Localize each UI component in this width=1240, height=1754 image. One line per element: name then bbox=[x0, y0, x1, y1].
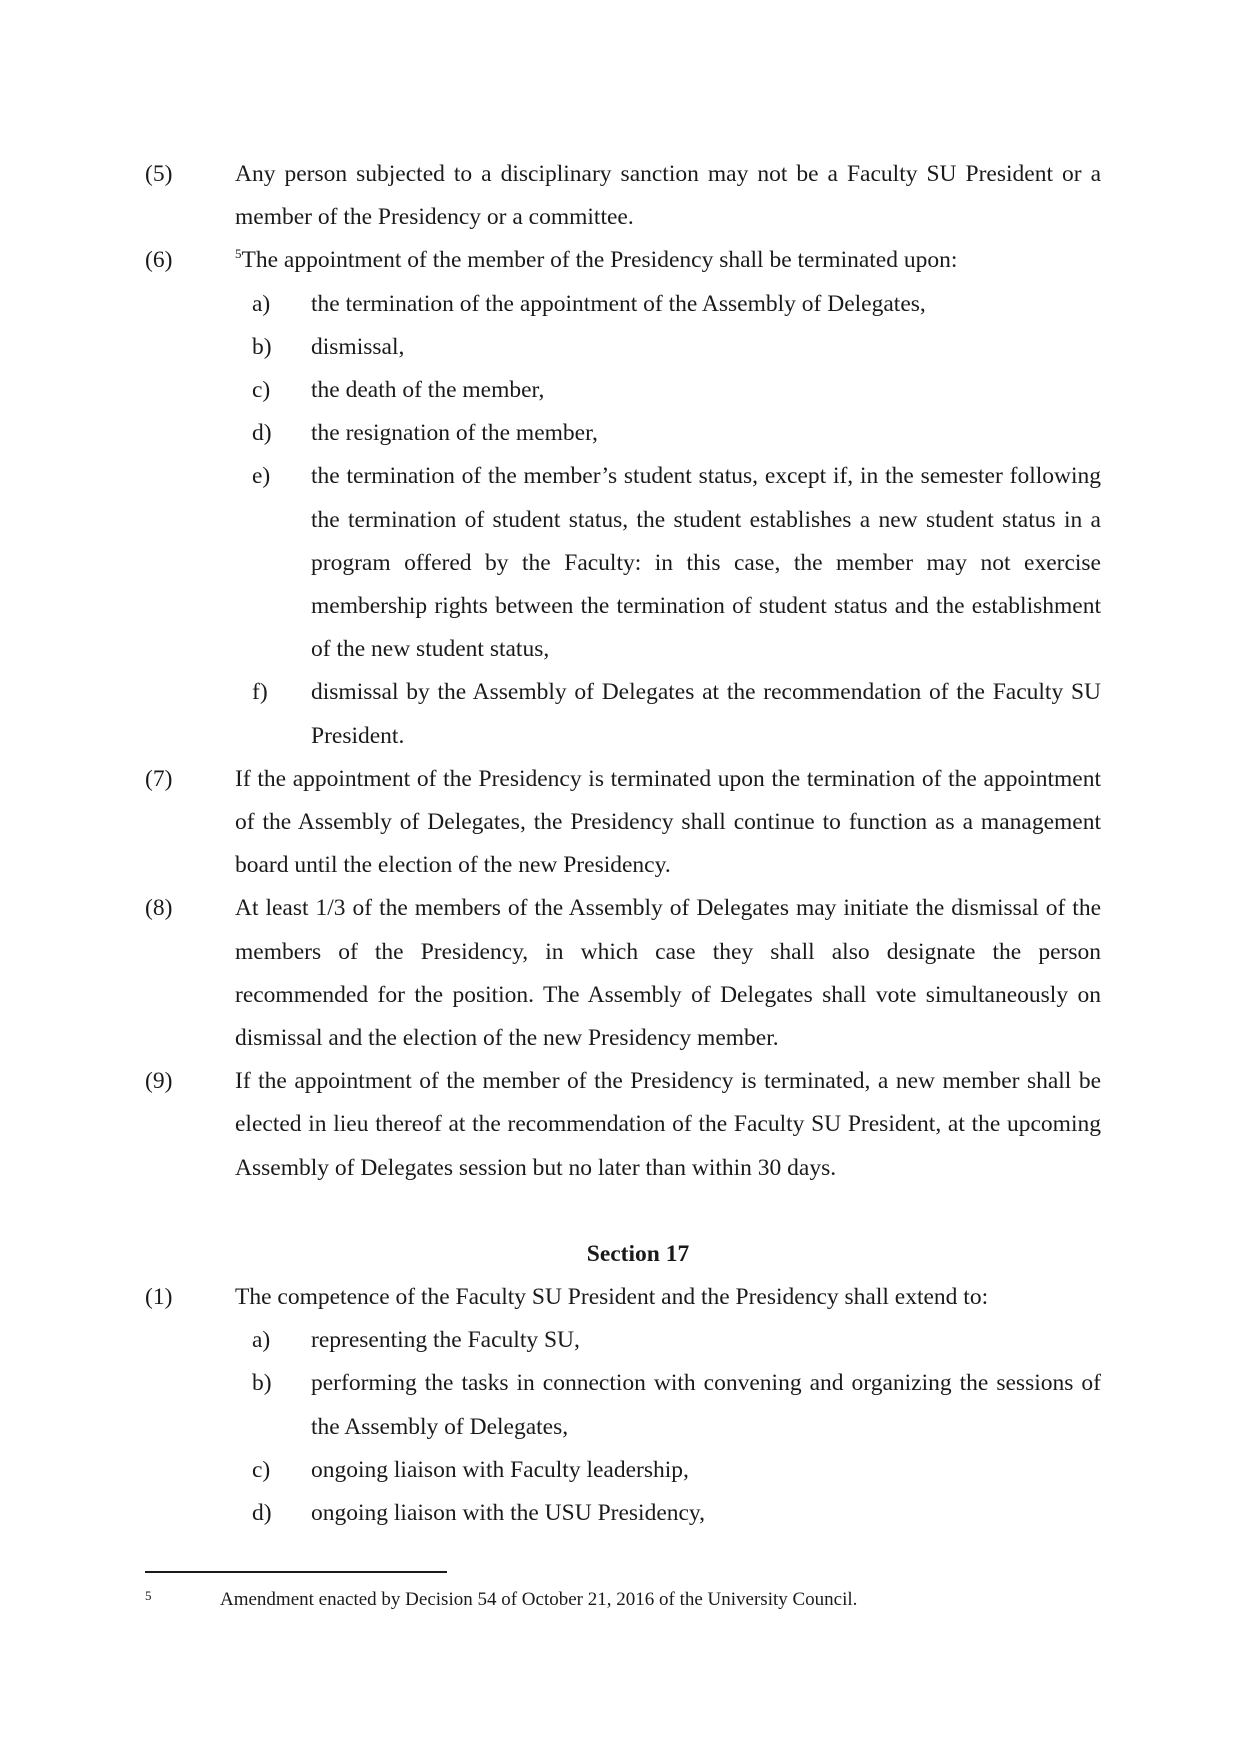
list-item-text: the termination of the appointment of the Assembly of Delegates, bbox=[311, 290, 926, 317]
list-item-letter: b) bbox=[252, 1370, 272, 1397]
list-item-text: the termination of the member’s student status, except if, in the semester following the termination of student status, the student establishes a new student status in a program offered by the Faculty: in this case, the member may not exercise membership rights between the termination of student status and the establishment of the new student status, bbox=[311, 463, 1101, 663]
paragraph-6 bbox=[145, 239, 1101, 282]
paragraph-8 bbox=[145, 887, 1101, 1060]
list-item-letter: a) bbox=[252, 1327, 271, 1354]
paragraph-text: If the appointment of the Presidency is terminated upon the termination of the appointment of the Assembly of Delegates, the Presidency shall continue to function as a management board until the election of the new Presidency. bbox=[235, 765, 1101, 879]
paragraph-number: (7) bbox=[145, 765, 173, 792]
paragraph-text: At least 1/3 of the members of the Assembly of Delegates may initiate the dismissal of the members of the Presidency, in which case they shall also designate the person recommended for the position. The Assembly of Delegates shall vote simultaneously on dismissal and the election of the new Presidency member. bbox=[235, 895, 1101, 1052]
list-item-text: ongoing liaison with Faculty leadership, bbox=[311, 1456, 689, 1483]
section-title: Section 17 bbox=[586, 1240, 690, 1267]
section-17-list-item-a bbox=[145, 1319, 1101, 1362]
list-item-text: the resignation of the member, bbox=[311, 420, 598, 447]
footnote-separator bbox=[145, 1571, 447, 1573]
section-17-paragraph-1 bbox=[145, 1276, 1101, 1319]
list-item-letter: d) bbox=[252, 1500, 272, 1527]
list-item-text: representing the Faculty SU, bbox=[311, 1327, 580, 1354]
page-body bbox=[145, 153, 1101, 1535]
section-17-list-item-c bbox=[145, 1449, 1101, 1492]
paragraph-7 bbox=[145, 758, 1101, 888]
list-item-letter: f) bbox=[252, 679, 268, 706]
list-item-letter: e) bbox=[252, 463, 271, 490]
footnote-text: Amendment enacted by Decision 54 of October 21, 2016 of the University Council. bbox=[220, 1589, 858, 1610]
list-item-text: dismissal by the Assembly of Delegates at the recommendation of the Faculty SU President. bbox=[311, 679, 1101, 749]
paragraph-text: If the appointment of the member of the Presidency is terminated, a new member shall be elected in lieu thereof at the recommendation of the Faculty SU President, at the upcoming Assembly of Delegates session but no later than within 30 days. bbox=[235, 1068, 1101, 1181]
footnote-reference: 5 bbox=[235, 246, 242, 262]
list-item-6a bbox=[145, 283, 1101, 326]
list-item-letter: d) bbox=[252, 420, 272, 447]
paragraph-text: The competence of the Faculty SU President and the Presidency shall extend to: bbox=[235, 1284, 989, 1311]
list-item-6f bbox=[145, 671, 1101, 757]
paragraph-text: Any person subjected to a disciplinary sanction may not be a Faculty SU President or a member of the Presidency or a committee. bbox=[235, 161, 1101, 231]
paragraph-5 bbox=[145, 153, 1101, 239]
list-item-letter: c) bbox=[252, 377, 271, 404]
paragraph-number: (6) bbox=[145, 247, 173, 274]
list-item-letter: b) bbox=[252, 333, 272, 360]
paragraph-number: (8) bbox=[145, 895, 173, 922]
list-item-6c bbox=[145, 369, 1101, 412]
paragraph-text bbox=[235, 239, 1101, 282]
list-item-text: performing the tasks in connection with convening and organizing the sessions of the Assembly of Delegates, bbox=[311, 1370, 1101, 1440]
footnote-number: 5 bbox=[145, 1588, 152, 1603]
list-item-6d bbox=[145, 412, 1101, 455]
list-item-6e bbox=[145, 455, 1101, 671]
list-item-text: ongoing liaison with the USU Presidency, bbox=[311, 1500, 706, 1527]
section-17-list-item-b bbox=[145, 1362, 1101, 1448]
section-17-list-item-d bbox=[145, 1492, 1101, 1535]
paragraph-text-body: The appointment of the member of the Presidency shall be terminated upon: bbox=[241, 247, 958, 274]
paragraph-number: (9) bbox=[145, 1068, 173, 1095]
list-item-text: the death of the member, bbox=[311, 377, 545, 404]
paragraph-number: (5) bbox=[145, 161, 173, 187]
paragraph-number: (1) bbox=[145, 1284, 173, 1311]
list-item-letter: a) bbox=[252, 290, 271, 317]
list-item-6b bbox=[145, 326, 1101, 369]
paragraph-9 bbox=[145, 1060, 1101, 1190]
list-item-letter: c) bbox=[252, 1456, 271, 1483]
list-item-text: dismissal, bbox=[311, 333, 405, 360]
